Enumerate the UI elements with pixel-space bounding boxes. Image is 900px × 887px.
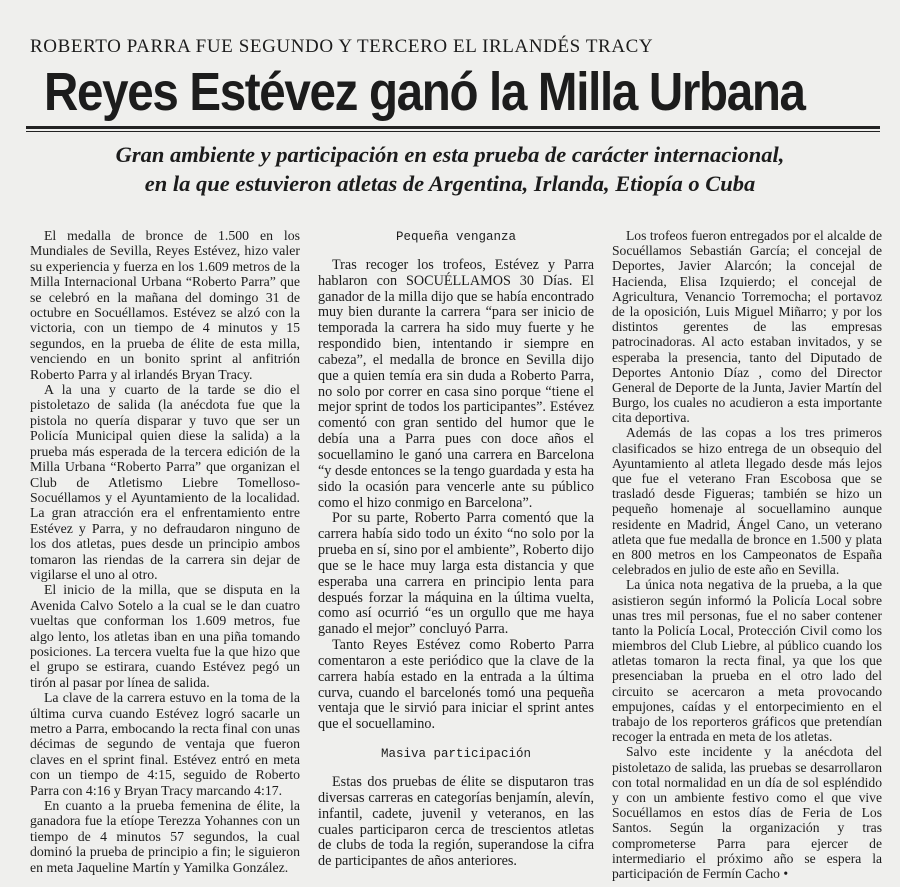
section-heading: Masiva participación	[380, 747, 532, 762]
paragraph: Los trofeos fueron entregados por el alcalde de Socuéllamos Sebastián García; el concejal de Deportes, Javier Alarcón; la concejal de Hacienda, Elisa Izquierdo; el concejal de Agricultura, Venancio Torremocha; el portavoz de la oposición, Luis Miguel Miñarro; y por los distintos gerentes de las empresas patrocinadoras. Al acto estaban invitados, y se esperaba la presencia, tanto del Diputado de Deportes Antonio Díaz , como del Director General de Deporte de la Junta, Javier Martín del Burgo, los cuales no acudieron a esta importante cita deportiva.	[612, 228, 882, 426]
article-column-3	[612, 228, 882, 881]
paragraph: En cuanto a la prueba femenina de élite, la ganadora fue la etíope Terezza Yohannes con un tiempo de 4 minutos 57 segundos, la cual dominó la prueba de principio a fin; le siguieron en meta Jaqueline Martín y Yamilka González.	[30, 798, 300, 875]
paragraph: La única nota negativa de la prueba, a la que asistieron según informó la Policía Local sobre unas tres mil personas, fue el no saber contener tanto la Policía Local, Protección Civil como los miembros del Club Liebre, al público cuando los atletas tomaron la recta final, ya que los que presenciaban la prueba en el otro lado del circuito se acercaron a meta provocando empujones, caídas y el entorpecimiento en el trabajo de los reporteros gráficos que pretendían recoger la entrada en meta de los atletas.	[612, 577, 882, 745]
paragraph: Salvo este incidente y la anécdota del pistoletazo de salida, las pruebas se desarrollaron con total normalidad en un día de sol espléndido y con un ambiente festivo como el que vive Socuéllamos en estos días de Feria de Los Santos. Según la organización y tras comprometerse Parra para ejercer de intermediario el próximo año se espera la participación de Fermín Cacho •	[612, 744, 882, 881]
paragraph: A la una y cuarto de la tarde se dio el pistoletazo de salida (la anécdota fue que la pistola no quería disparar y tuvo que ser un Policía Municipal quien diese la salida) a la prueba más esperada de la tercera edición de la Milla Urbana “Roberto Parra” que organizan el Club de Atletismo Liebre Tomelloso-Socuéllamos y el Ayuntamiento de la localidad. La gran atracción era el enfrentamiento entre Estévez y Parra, y no defraudaron ninguno de los dos atletas, pues desde un principio ambos tomaron las riendas de la carrera sin dejar de vigilarse el uno al otro.	[30, 382, 300, 582]
headline-rule-thin	[26, 131, 880, 132]
article-kicker: ROBERTO PARRA FUE SEGUNDO Y TERCERO EL IRLANDÉS TRACY	[30, 36, 654, 57]
paragraph: El inicio de la milla, que se disputa en la Avenida Calvo Sotelo a la cual se le dan cuatro vueltas que conforman los 1.609 metros, fue algo lento, los atletas iban en una piña tomando posiciones. La tercera vuelta fue la que hizo que el grupo se estirara, cuando Estévez pegó un tirón al pasar por línea de salida.	[30, 582, 300, 690]
section-heading: Pequeña venganza	[395, 230, 517, 244]
headline-rule-thick	[26, 126, 880, 129]
subtitle-line-1: Gran ambiente y participación en esta prueba de carácter internacional,	[115, 142, 785, 167]
article-headline: Reyes Estévez ganó la Milla Urbana	[44, 62, 805, 122]
paragraph: Tanto Reyes Estévez como Roberto Parra comentaron a este periódico que la clave de la carrera había estado en la entrada a la última curva, cuando el barcelonés tomó una pequeña ventaja que le sirvió para iniciar el sprint antes que el socuellamino.	[318, 637, 594, 733]
article-subtitle	[20, 140, 880, 198]
article-column-2	[318, 228, 594, 870]
paragraph: Tras recoger los trofeos, Estévez y Parra hablaron con SOCUÉLLAMOS 30 Días. El ganador de la milla dijo que se había encontrado muy bien durante la carrera “para ser inicio de temporada la carrera ha sido muy fuerte y he respondido bien, intentando ir siempre en cabeza”, el medalla de bronce en Sevilla dijo que a quien temía era sin duda a Roberto Parra, no solo por correr en casa sino porque “tiene el mejor sprint de todos los participantes”. Estévez comentó con gran sentido del humor que le debía una a Parra pues con doce años el socuellamino le ganó una carrera en Barcelona “y desde entonces se la tengo guardada y esta ha sido la ocasión para vencerle ante su público como el hizo conmigo en Barcelona”.	[318, 256, 594, 511]
subtitle-line-2: en la que estuvieron atletas de Argentina, Irlanda, Etiopía o Cuba	[144, 171, 756, 196]
paragraph: Además de las copas a los tres primeros clasificados se hizo entrega de un obsequio del Ayuntamiento al atleta llegado desde más lejos que fue el veterano Fran Escobosa que se trasladó desde Figueras; también se hizo un pequeño homenaje al socuellamino aunque residente en Madrid, Ángel Cano, un veterano atleta que fue medalla de bronce en 1.500 y plata en 800 metros en los Campeonatos de España celebrados en julio de este año en Sevilla.	[612, 425, 882, 578]
paragraph: Por su parte, Roberto Parra comentó que la carrera había sido todo un éxito “no solo por la prueba en sí, sino por el ambiente”, Roberto dijo que se le hace muy larga esta distancia y que esperaba una carrera en principio lenta para después forzar la máquina en la última vuelta, como así ocurrió “es un orgullo que me haya ganado el mejor” concluyó Parra.	[318, 510, 594, 638]
paragraph: La clave de la carrera estuvo en la toma de la última curva cuando Estévez logró sacarle un metro a Parra, embocando la recta final con unas décimas de segundo de ventaja que fueron claves en el sprint final. Estévez entró en meta con un tiempo de 4:15, seguido de Roberto Parra con 4:16 y Bryan Tracy marcando 4:17.	[30, 690, 300, 798]
article-column-1	[30, 228, 300, 875]
paragraph: El medalla de bronce de 1.500 en los Mundiales de Sevilla, Reyes Estévez, hizo valer su experiencia y fuerza en los 1.609 metros de la Milla Internacional Urbana “Roberto Parra” que se celebró en la mañana del domingo 31 de octubre en Socuéllamos. Estévez se alzó con la victoria, con un tiempo de 4 minutos y 15 segundos, en la prueba de élite de esta milla, venciendo en un bonito sprint al anfitrión Roberto Parra y al irlandés Bryan Tracy.	[30, 228, 300, 382]
paragraph: Estas dos pruebas de élite se disputaron tras diversas carreras en categorías benjamín, alevín, infantil, cadete, juvenil y veteranos, en las cuales participaron cerca de trescientos atletas de clubs de toda la región, superandose la cifra de participantes de años anteriores.	[318, 774, 594, 870]
